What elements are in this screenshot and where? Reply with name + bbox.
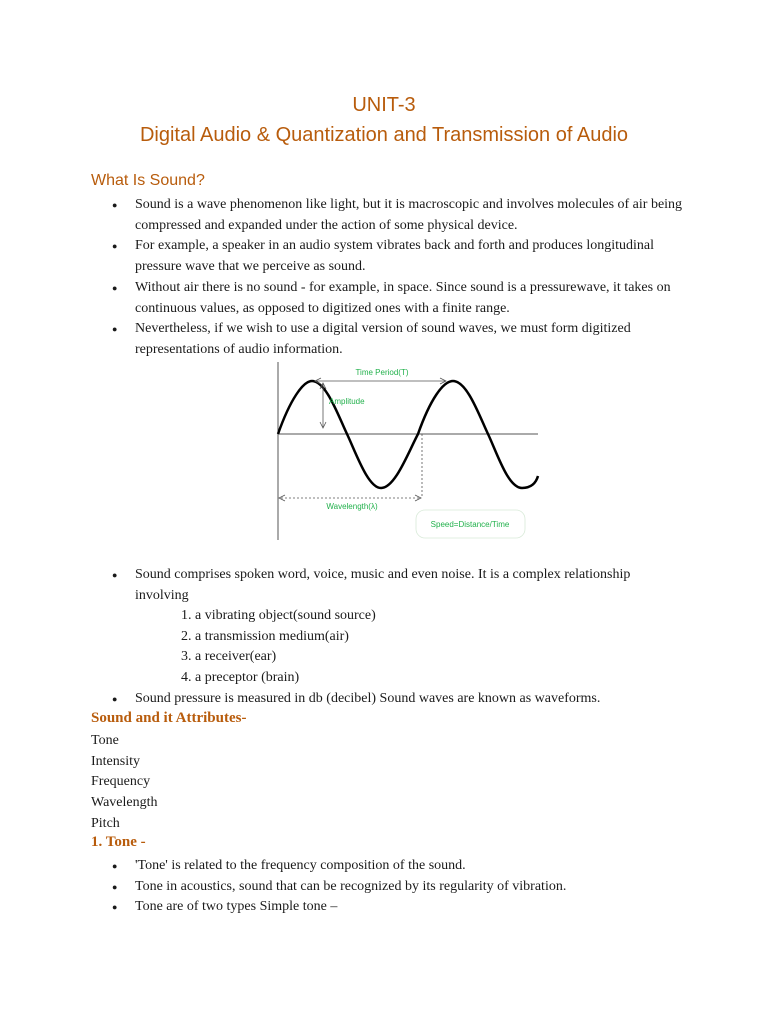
sound-pressure-list (112, 689, 687, 710)
sound-wave-diagram (270, 360, 545, 542)
time-period-label: Time Period(T) (355, 368, 409, 377)
list-item: Frequency (91, 774, 151, 790)
list-item: ● Tone are of two types Simple tone – (112, 897, 687, 918)
tone-bullet-list (112, 856, 687, 918)
list-item: ● Sound pressure is measured in db (decibel) Sound waves are known as waveforms. (112, 689, 687, 710)
unit-label: UNIT-3 (352, 94, 416, 116)
heading-tone: 1. Tone - (91, 834, 146, 850)
list-item: 1. a vibrating object(sound source) (181, 608, 376, 623)
list-item: ● Tone in acoustics, sound that can be recognized by its regularity of vibration. (112, 877, 687, 898)
list-item: ● Without air there is no sound - for example, in space. Since sound is a pressurewave, it takes on continuous values, as opposed to digitized ones with a finite range. (112, 278, 687, 319)
list-item: ● For example, a speaker in an audio system vibrates back and forth and produces longitudinal pressure wave that we perceive as sound. (112, 236, 687, 277)
list-item: Pitch (91, 815, 120, 831)
heading-attributes: Sound and it Attributes- (91, 710, 247, 726)
wavelength-label: Wavelength(λ) (326, 502, 378, 511)
heading-what-is-sound: What Is Sound? (91, 172, 205, 189)
sound-bullet-list (112, 195, 687, 361)
amplitude-label: Amplitude (329, 397, 365, 406)
list-item: 3. a receiver(ear) (181, 649, 277, 665)
list-item: ● 'Tone' is related to the frequency composition of the sound. (112, 856, 687, 877)
list-item: 2. a transmission medium(air) (181, 628, 349, 644)
list-item: Wavelength (91, 795, 158, 811)
numbered-list (181, 606, 376, 689)
speed-formula: Speed=Distance/Time (430, 520, 510, 529)
list-item: ● Nevertheless, if we wish to use a digital version of sound waves, we must form digitized representations of audio information. (112, 319, 687, 360)
list-item: Tone (91, 733, 119, 748)
document-title: Digital Audio & Quantization and Transmission of Audio (139, 124, 629, 146)
list-item: 4. a preceptor (brain) (181, 670, 300, 686)
title-block (0, 92, 768, 150)
attributes-list (91, 731, 158, 835)
sound-components-list (112, 565, 687, 606)
list-item: ● Sound is a wave phenomenon like light, but it is macroscopic and involves molecules of air being compressed and expanded under the action of some physical device. (112, 195, 687, 236)
list-item: ● Sound comprises spoken word, voice, music and even noise. It is a complex relationship involving (112, 565, 687, 606)
list-item: Intensity (91, 753, 140, 769)
